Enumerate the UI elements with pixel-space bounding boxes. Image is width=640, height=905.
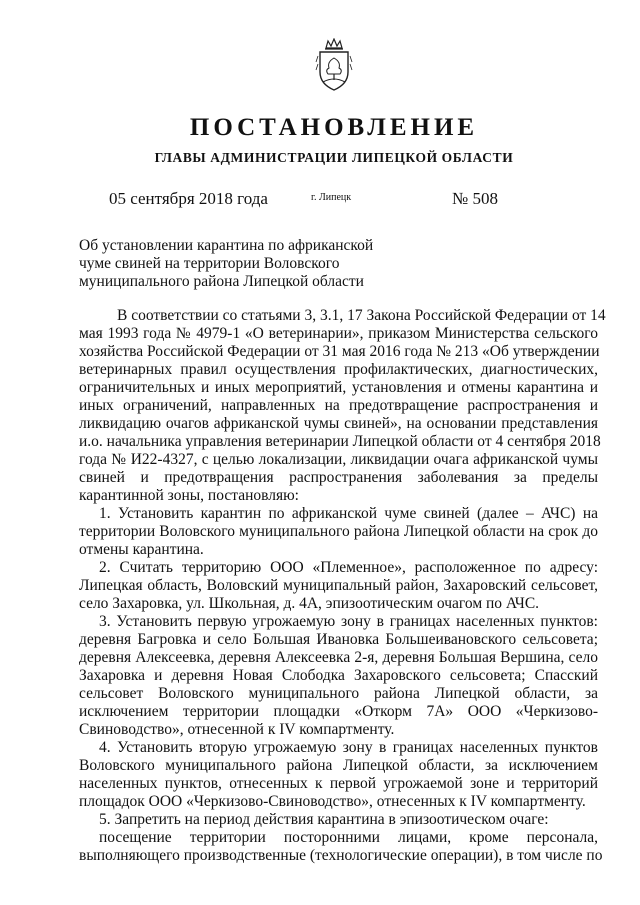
body-line: хозяйства Российской Федерации от 31 мая 2016 года № 213 «Об утверждении <box>79 343 600 360</box>
subject-line: Об установлении карантина по африканской <box>79 237 374 254</box>
body-line: Захаровка и деревня Новая Слободка Захаровского сельсовета; Спасский <box>79 667 598 684</box>
body-line: деревня Багровка и село Большая Ивановка Большеивановского сельсовета; <box>79 631 598 648</box>
body-line: Воловского муниципального района Липецкой области, за исключением <box>79 757 598 774</box>
body-line: 4. Установить вторую угрожаемую зону в границах населенных пунктов <box>99 739 598 756</box>
body-line: 3. Установить первую угрожаемую зону в границах населенных пунктов: <box>99 613 598 630</box>
body-line: территории Воловского муниципального района Липецкой области на срок до <box>79 523 598 540</box>
subject-line: чуме свиней на территории Воловского <box>79 255 340 272</box>
body-line: ограничительных и иных мероприятий, установления и отмены карантина и <box>79 379 598 396</box>
document-subject <box>79 237 399 291</box>
document-number: № 508 <box>452 189 498 208</box>
body-line: населенных пунктов, отнесенных к первой угрожаемой зоне и территорий <box>79 775 598 792</box>
document-subtitle: ГЛАВЫ АДМИНИСТРАЦИИ ЛИПЕЦКОЙ ОБЛАСТИ <box>154 150 514 165</box>
body-line: 1. Установить карантин по африканской чуме свиней (далее – АЧС) на <box>99 505 598 522</box>
subject-line: муниципального района Липецкой области <box>79 273 364 290</box>
body-line: отмены карантина. <box>79 541 204 558</box>
body-line: 2. Считать территорию ООО «Племенное», расположенное по адресу: <box>99 559 598 576</box>
document-date: 05 сентября 2018 года <box>109 189 268 208</box>
body-line: ликвидацию очагов африканской чумы свиней», на основании представления <box>79 415 598 432</box>
document-body <box>79 307 606 865</box>
body-line: В соответствии со статьями 3, 3.1, 17 Закона Российской Федерации от 14 <box>117 307 606 324</box>
body-line: посещение территории посторонними лицами, кроме персонала, <box>99 829 598 846</box>
body-line: выполняющего производственные (технологические операции), в том числе по <box>79 847 603 864</box>
coat-of-arms-icon <box>314 38 354 94</box>
body-line: мая 1993 года № 4979-1 «О ветеринарии», приказом Министерства сельского <box>79 325 598 342</box>
body-line: сельсовет Воловского муниципального района Липецкой области, за <box>79 685 598 702</box>
body-line: и.о. начальника управления ветеринарии Липецкой области от 4 сентября 2018 <box>79 433 601 450</box>
body-line: года № И22-4327, с целью локализации, ликвидации очага африканской чумы <box>79 451 598 468</box>
document-city: г. Липецк <box>311 192 352 203</box>
body-line: село Захаровка, ул. Школьная, д. 4А, эпизоотическим очагом по АЧС. <box>79 595 540 612</box>
body-line: деревня Алексеевка, деревня Алексеевка 2-я, деревня Большая Вершина, село <box>79 649 598 666</box>
body-line: Свиноводство», отнесенной к IV компартменту. <box>79 721 395 738</box>
body-line: площадок ООО «Черкизово-Свиноводство», отнесенных к IV компартменту. <box>79 793 586 810</box>
body-line: 5. Запретить на период действия карантина в эпизоотическом очаге: <box>99 811 549 828</box>
body-line: свиней и предотвращения распространения заболевания за пределы <box>79 469 598 486</box>
body-line: карантинной зоны, постановляю: <box>79 487 299 504</box>
body-line: исключением территории площадки «Откорм 7А» ООО «Черкизово- <box>79 703 598 720</box>
body-line: ветеринарных правил осуществления профилактических, диагностических, <box>79 361 598 378</box>
body-line: Липецкая область, Воловский муниципальный район, Захаровский сельсовет, <box>79 577 598 594</box>
document-title: ПОСТАНОВЛЕНИЕ <box>189 114 479 141</box>
body-line: иных ограничений, направленных на предотвращение распространения и <box>79 397 598 414</box>
